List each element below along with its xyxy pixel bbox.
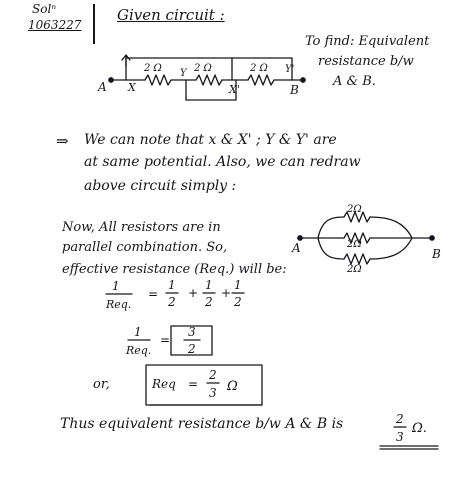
eq2-equals: = xyxy=(160,333,171,347)
redrawn-node-a: A xyxy=(292,241,301,255)
given-node-a: A xyxy=(98,80,107,94)
resistor-r3 xyxy=(248,75,274,85)
eq1-t3-den: 2 xyxy=(234,295,242,309)
given-r2-label: 2 Ω xyxy=(194,63,212,74)
eq2-lhs-den: Req. xyxy=(126,344,152,357)
given-r1-label: 2 Ω xyxy=(144,63,162,74)
eq1-lhs-num: 1 xyxy=(112,279,120,293)
conclusion-den: 3 xyxy=(396,430,404,444)
eq1-t1-num: 1 xyxy=(168,278,176,292)
or-label: or, xyxy=(93,377,110,392)
eq1-plus-1: + xyxy=(188,286,199,300)
question-id: 1063227 xyxy=(28,18,82,32)
given-node-y-prime: Y' xyxy=(285,64,295,75)
eq1-t3-num: 1 xyxy=(234,278,242,292)
given-circuit-title: Given circuit : xyxy=(117,6,225,24)
implies-arrow: ⇒ xyxy=(56,132,69,150)
explanation-line-2: at same potential. Also, we can redraw xyxy=(84,154,361,170)
resistor-bot xyxy=(344,254,370,264)
conclusion-num: 2 xyxy=(396,412,404,426)
eq1-equals: = xyxy=(148,287,159,301)
eq3-num: 2 xyxy=(209,368,217,382)
eq3-lhs: Req xyxy=(152,377,176,391)
given-circuit-diagram xyxy=(109,55,305,100)
eq1-lhs-den: Req. xyxy=(106,298,132,311)
explanation-line-3: above circuit simply : xyxy=(84,178,237,194)
conclusion-unit: Ω. xyxy=(412,421,427,436)
eq3-equals: = xyxy=(188,377,199,391)
to-find-line-2: resistance b/w xyxy=(318,54,414,69)
eq1-t1-den: 2 xyxy=(168,295,176,309)
explanation-line-1: We can note that x & X' ; Y & Y' are xyxy=(84,132,337,148)
given-r3-label: 2 Ω xyxy=(250,63,268,74)
given-node-x: X xyxy=(128,81,136,94)
eq1-t2-num: 1 xyxy=(205,278,213,292)
parallel-text-line-1: Now, All resistors are in xyxy=(62,220,221,235)
eq2-rhs-den: 2 xyxy=(188,342,196,356)
redrawn-r-bot: 2Ω xyxy=(347,264,362,275)
eq3-den: 3 xyxy=(209,386,217,400)
conclusion-text: Thus equivalent resistance b/w A & B is xyxy=(60,416,344,432)
redrawn-node-b: B xyxy=(432,247,441,261)
parallel-text-line-2: parallel combination. So, xyxy=(62,240,228,255)
given-node-y: Y xyxy=(180,68,187,79)
to-find-line-3: A & B. xyxy=(333,74,376,89)
eq1-t2-den: 2 xyxy=(205,295,213,309)
solution-label: Solⁿ xyxy=(32,2,57,16)
eq1-plus-2: + xyxy=(221,286,232,300)
resistor-r1 xyxy=(145,75,171,85)
parallel-text-line-3: effective resistance (Req.) will be: xyxy=(62,262,287,277)
redrawn-r-top: 2Ω xyxy=(347,204,362,215)
to-find-line-1: To find: Equivalent xyxy=(305,34,430,49)
given-node-x-prime: X' xyxy=(229,83,240,96)
given-node-b: B xyxy=(290,83,299,97)
eq2-lhs-num: 1 xyxy=(134,325,142,339)
redrawn-r-mid: 2Ω xyxy=(347,239,362,250)
resistor-r2 xyxy=(196,75,222,85)
eq2-rhs-num: 3 xyxy=(188,325,196,339)
redrawn-parallel-circuit xyxy=(298,212,434,264)
eq3-unit: Ω xyxy=(227,379,238,394)
